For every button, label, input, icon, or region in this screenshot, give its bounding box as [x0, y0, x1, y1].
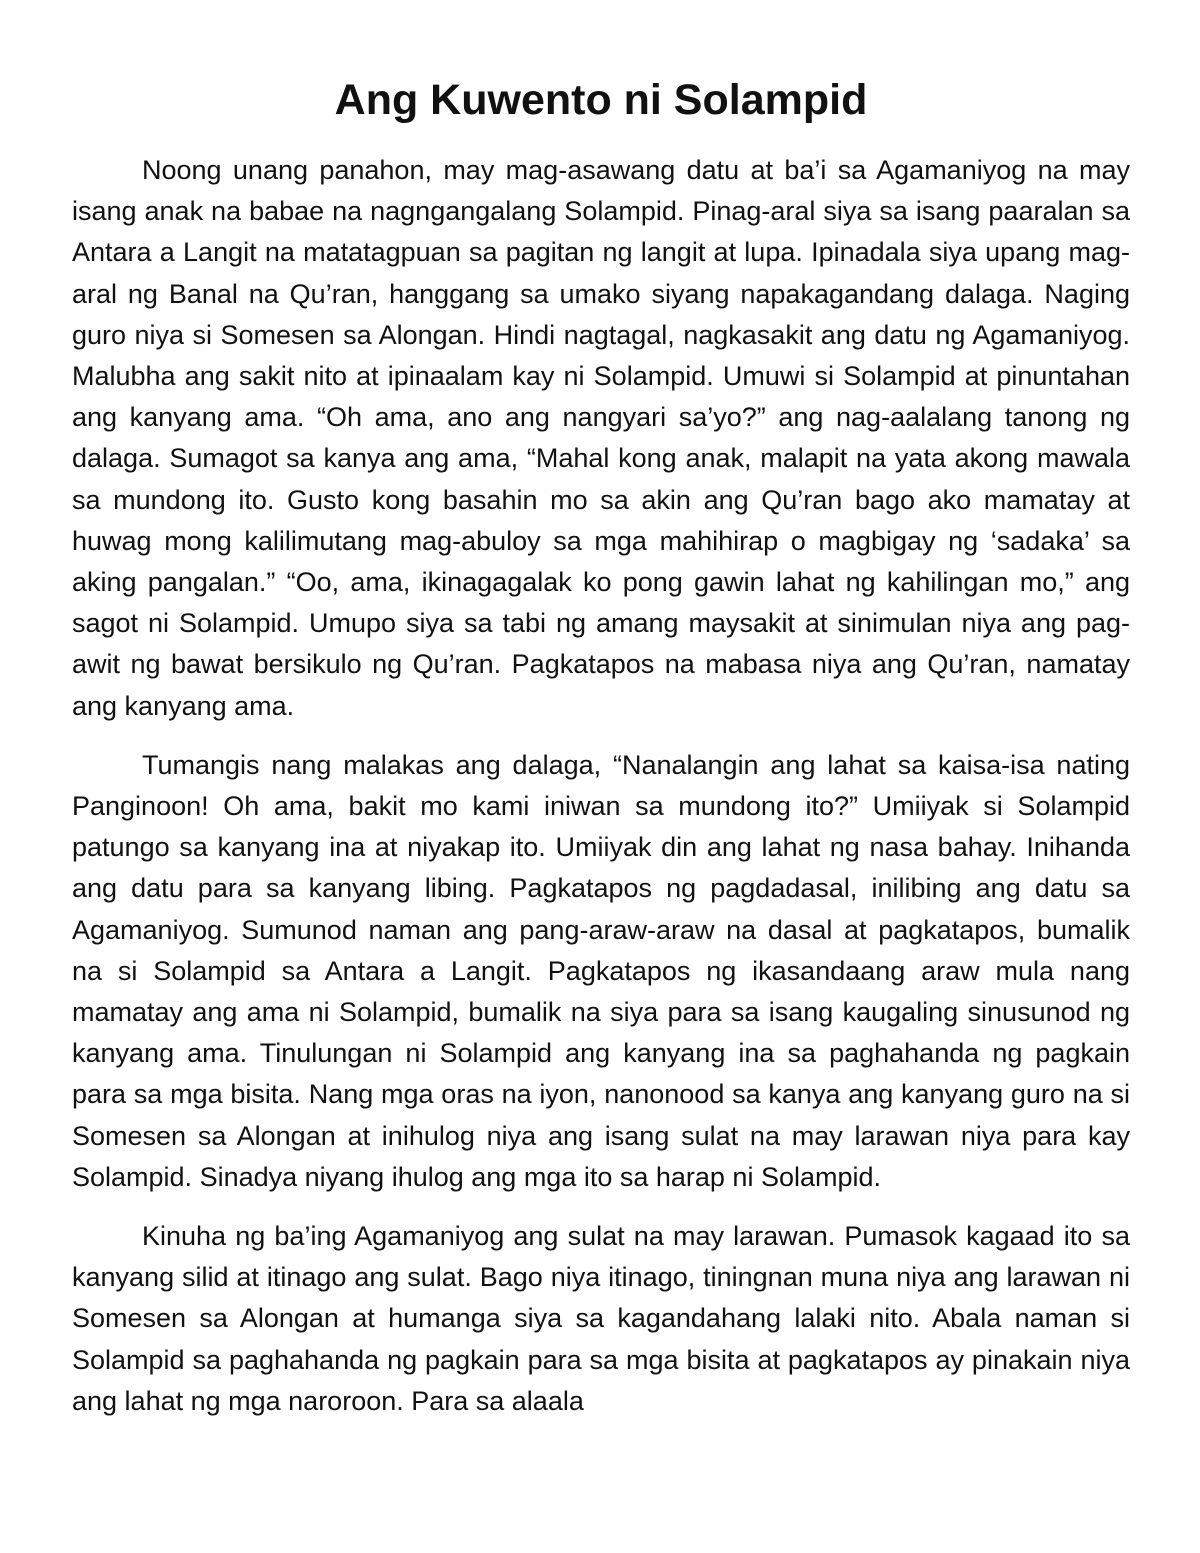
- paragraph: Tumangis nang malakas ang dalaga, “Nanalangin ang lahat sa kaisa-isa nating Panginoon! Oh ama, bakit mo kami iniwan sa mundong ito?” Umiiyak si Solampid patungo sa kanyang ina at niyakap ito. Umiiyak din ang lahat ng nasa bahay. Inihanda ang datu para sa kanyang libing. Pagkatapos ng pagdadasal, inilibing ang datu sa Agamaniyog. Sumunod naman ang pang-araw-araw na dasal at pagkatapos, bumalik na si Solampid sa Antara a Langit. Pagkatapos ng ikasandaang araw mula nang mamatay ang ama ni Solampid, bumalik na siya para sa isang kaugaling sinusunod ng kanyang ama. Tinulungan ni Solampid ang kanyang ina sa paghahanda ng pagkain para sa mga bisita. Nang mga oras na iyon, nanonood sa kanya ang kanyang guro na si Somesen sa Alongan at inihulog niya ang isang sulat na may larawan niya para kay Solampid. Sinadya niyang ihulog ang mga ito sa harap ni Solampid.: [72, 749, 1130, 1192]
- paragraph: Noong unang panahon, may mag-asawang datu at ba’i sa Agamaniyog na may isang anak na babae na nagngangalang Solampid. Pinag-aral siya sa isang paaralan sa Antara a Langit na matatagpuan sa pagitan ng langit at lupa. Ipinadala siya upang mag-aral ng Banal na Qu’ran, hanggang sa umako siyang napakagandang dalaga. Naging guro niya si Somesen sa Alongan. Hindi nagtagal, nagkasakit ang datu ng Agamaniyog. Malubha ang sakit nito at ipinaalam kay ni Solampid. Umuwi si Solampid at pinuntahan ang kanyang ama. “Oh ama, ano ang nangyari sa’yo?” ang nag-aalalang tanong ng dalaga. Sumagot sa kanya ang ama, “Mahal kong anak, malapit na yata akong mawala sa mundong ito. Gusto kong basahin mo sa akin ang Qu’ran bago ako mamatay at huwag mong kalilimutang mag-abuloy sa mga mahihirap o magbigay ng ‘sadaka’ sa aking pangalan.” “Oo, ama, ikinagagalak ko pong gawin lahat ng kahilingan mo,” ang sagot ni Solampid. Umupo siya sa tabi ng amang maysakit at sinimulan niya ang pag-awit ng bawat bersikulo ng Qu’ran. Pagkatapos na mabasa niya ang Qu’ran, namatay ang kanyang ama.: [72, 155, 1130, 721]
- document-page: [72, 72, 1130, 1440]
- paragraph: Kinuha ng ba’ing Agamaniyog ang sulat na may larawan. Pumasok kagaad ito sa kanyang silid at itinago ang sulat. Bago niya itinago, tiningnan muna niya ang larawan ni Somesen sa Alongan at humanga siya sa kagandahang lalaki nito. Abala naman si Solampid sa paghahanda ng pagkain para sa mga bisita at pagkatapos ay pinakain niya ang lahat ng mga naroroon. Para sa alaala: [72, 1221, 1130, 1416]
- document-title: Ang Kuwento ni Solampid: [334, 76, 868, 124]
